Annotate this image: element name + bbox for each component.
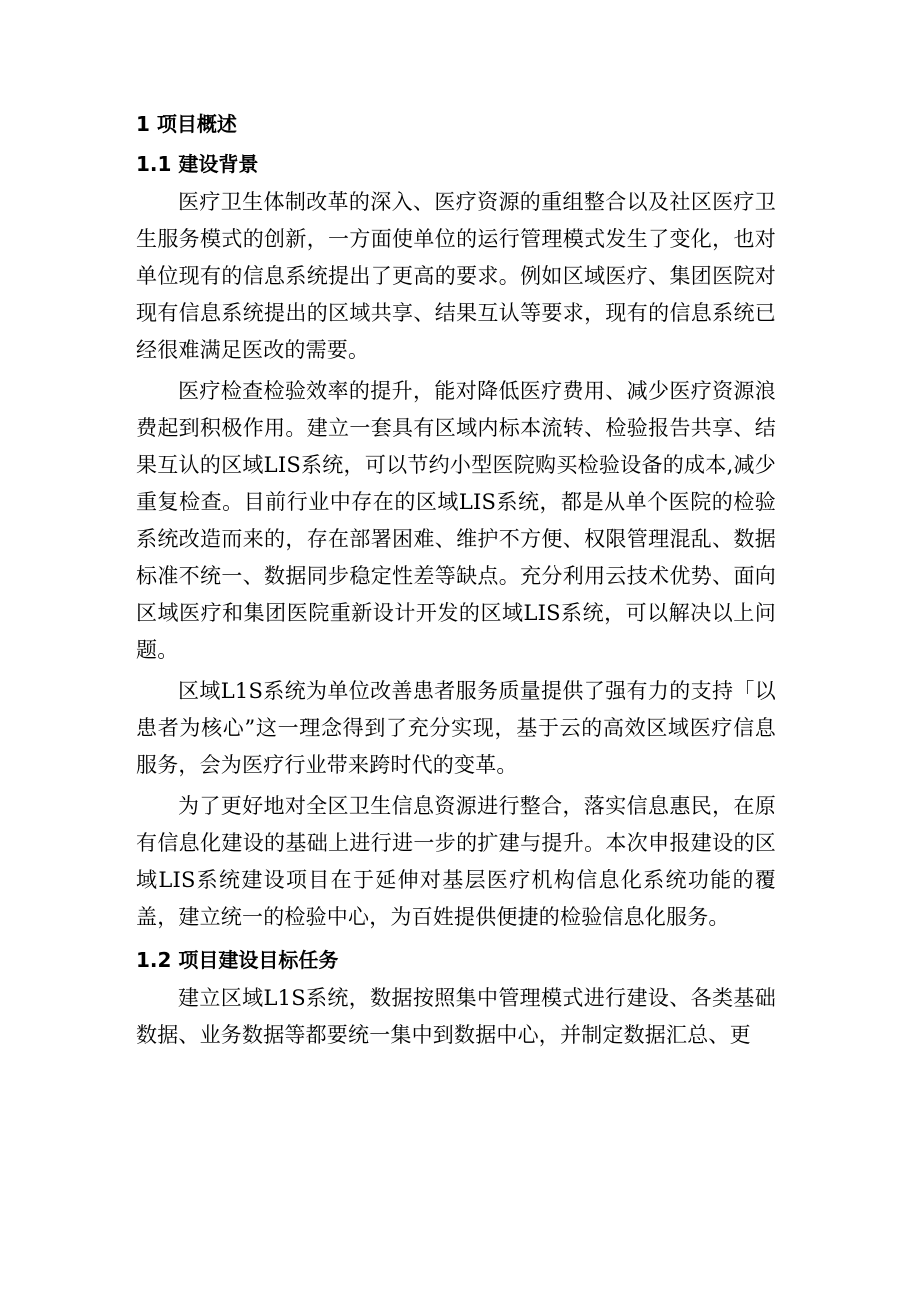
heading-project-overview: 1 项目概述	[136, 112, 237, 136]
paragraph-goals-1: 建立区域L1S系统，数据按照集中管理模式进行建设、各类基础数据、业务数据等都要统一集中到数据中心，并制定数据汇总、更	[136, 986, 776, 1047]
paragraph-background-1: 医疗卫生体制改革的深入、医疗资源的重组整合以及社区医疗卫生服务模式的创新，一方面使单位的运行管理模式发生了变化，也对单位现有的信息系统提出了更高的要求。例如区域医疗、集团医院对现有信息系统提出的区域共享、结果互认等要求，现有的信息系统已经很难满足医改的需要。	[136, 190, 776, 362]
paragraph-background-2: 医疗检查检验效率的提升，能对降低医疗费用、减少医疗资源浪费起到积极作用。建立一套具有区域内标本流转、检验报告共享、结果互认的区域LIS系统，可以节约小型医院购买检验设备的成本,减少重复检查。目前行业中存在的区域LIS系统，都是从单个医院的检验系统改造而来的，存在部署困难、维护不方便、权限管理混乱、数据标准不统一、数据同步稳定性差等缺点。充分利用云技术优势、面向区域医疗和集团医院重新设计开发的区域LIS系统，可以解决以上问题。	[136, 379, 776, 662]
paragraph-background-4: 为了更好地对全区卫生信息资源进行整合，落实信息惠民，在原有信息化建设的基础上进行进一步的扩建与提升。本次申报建设的区域LIS系统建设项目在于延伸对基层医疗机构信息化系统功能的覆盖，建立统一的检验中心，为百姓提供便捷的检验信息化服务。	[136, 794, 776, 929]
heading-construction-background: 1.1 建设背景	[136, 152, 259, 176]
document-body	[136, 104, 776, 1058]
heading-project-goals: 1.2 项目建设目标任务	[136, 948, 339, 972]
paragraph-background-3: 区域L1S系统为单位改善患者服务质量提供了强有力的支持「以患者为核心”这一理念得到了充分实现，基于云的高效区域医疗信息服务，会为医疗行业带来跨时代的变革。	[136, 679, 776, 777]
